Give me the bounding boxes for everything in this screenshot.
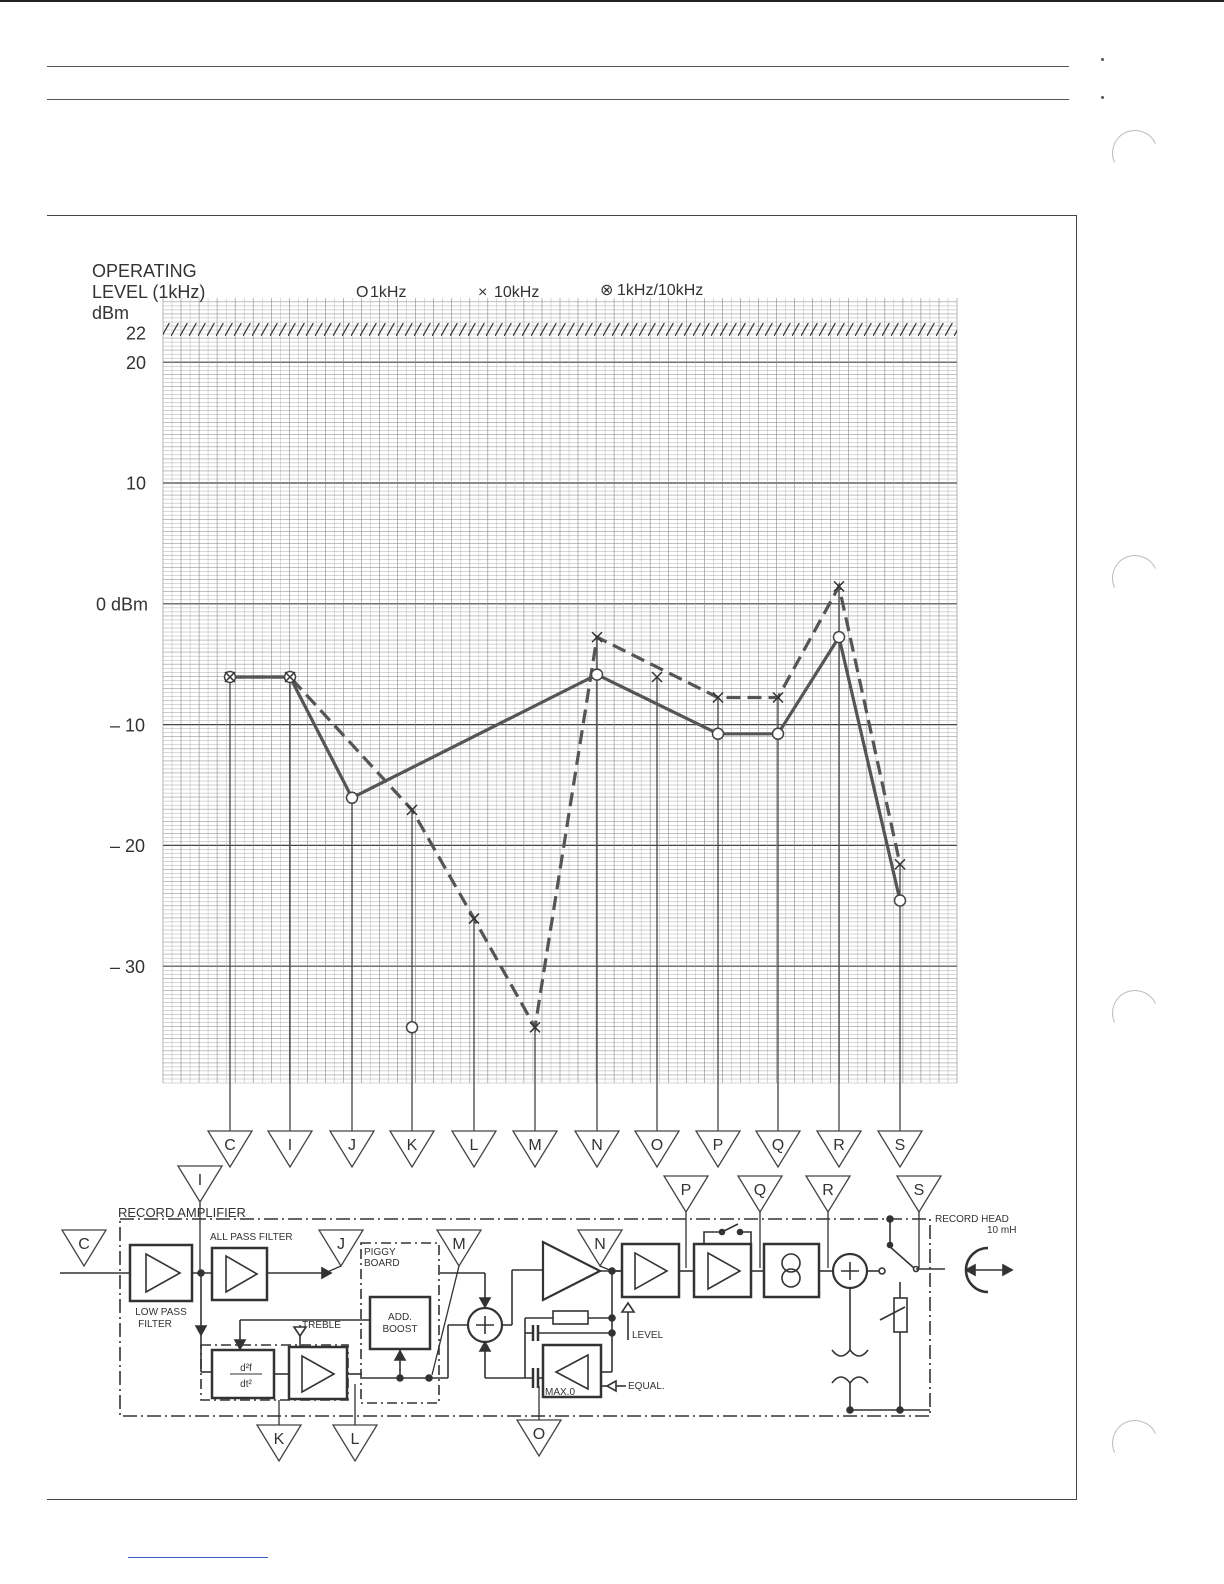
y-tick-label: 20: [126, 352, 147, 373]
legend-combined-label: 1kHz/10kHz: [617, 282, 704, 299]
y-axis-title-line-1: OPERATING: [92, 261, 197, 281]
test-point-O: [635, 1131, 679, 1167]
svg-text:O: O: [650, 1137, 664, 1154]
test-point-S: [897, 1176, 941, 1212]
point-1khz: [895, 895, 906, 906]
piggy-board-label-1: PIGGY: [364, 1247, 396, 1258]
bias-trim-resistor: [894, 1298, 907, 1332]
test-point-R: [817, 1131, 861, 1167]
series-line-10kHz: [230, 586, 900, 1027]
treble-label: TREBLE: [302, 1320, 341, 1331]
test-point-M: [513, 1131, 557, 1167]
test-point-lead: [432, 1266, 459, 1375]
svg-text:I: I: [287, 1137, 293, 1154]
arrow: [1003, 1265, 1012, 1275]
equalizer-amp-symbol: [556, 1355, 588, 1389]
point-1khz: [592, 669, 603, 680]
max-level-hatch: [163, 323, 957, 336]
y-tick-label: – 10: [110, 715, 146, 736]
point-1khz: [713, 728, 724, 739]
legend-10khz-symbol: ×: [478, 284, 488, 301]
y-tick-label: – 30: [110, 956, 146, 977]
all-pass-amp-symbol: [226, 1256, 257, 1292]
test-point-P: [696, 1131, 740, 1167]
feedback-resistor: [553, 1311, 588, 1324]
svg-text:C: C: [224, 1137, 236, 1154]
test-point-O: [517, 1420, 561, 1456]
grid: [163, 298, 957, 1083]
y-tick-label: – 20: [110, 836, 146, 857]
legend-1khz-label: 1kHz: [370, 284, 407, 301]
power-amplifier: [694, 1244, 751, 1297]
svg-text:M: M: [452, 1236, 466, 1253]
add-boost-block: [370, 1297, 430, 1349]
y-tick-label: 22: [126, 323, 147, 344]
test-point-J: [330, 1131, 374, 1167]
test-point-L: [452, 1131, 496, 1167]
level-label: LEVEL: [632, 1330, 664, 1341]
legend-10khz-label: 10kHz: [494, 284, 540, 301]
junction: [887, 1216, 893, 1222]
diagram-labels: [118, 1205, 1016, 1398]
derivative-denominator: dt²: [240, 1379, 252, 1390]
arrow: [480, 1298, 490, 1307]
svg-text:N: N: [594, 1236, 606, 1253]
svg-text:M: M: [528, 1137, 542, 1154]
y-axis-title-line-2: LEVEL (1kHz): [92, 282, 206, 302]
trim-wiper: [880, 1307, 905, 1320]
test-point-L: [333, 1425, 377, 1461]
svg-text:O: O: [532, 1426, 546, 1443]
max0-label: MAX.0: [545, 1387, 576, 1398]
point-1khz: [407, 1022, 418, 1033]
test-point-Q: [738, 1176, 782, 1212]
y-tick-label: 0 dBm: [96, 594, 149, 615]
y-tick-label: 10: [126, 473, 147, 494]
equal-label: EQUAL.: [628, 1381, 665, 1392]
svg-text:J: J: [337, 1236, 345, 1253]
svg-text:K: K: [406, 1137, 418, 1154]
record-amplifier-diagram: [60, 1216, 1012, 1416]
legend-combined-symbol: ⊗: [600, 282, 614, 299]
record-amplifier-title: RECORD AMPLIFIER: [118, 1205, 246, 1220]
record-head-label: RECORD HEAD: [935, 1214, 1009, 1225]
y-axis-title-line-3: dBm: [92, 303, 130, 323]
junction: [397, 1375, 403, 1381]
svg-text:S: S: [913, 1182, 925, 1199]
low-pass-amplifier: [130, 1245, 192, 1301]
arrow: [480, 1342, 490, 1351]
svg-text:J: J: [348, 1137, 356, 1154]
derivative-numerator: d²f: [240, 1363, 252, 1374]
driver-amp-symbol: [635, 1253, 667, 1289]
power-amp-symbol: [708, 1253, 740, 1289]
svg-text:R: R: [822, 1182, 834, 1199]
piggy-board-label-2: BOARD: [364, 1258, 400, 1269]
equal-control-marker: [607, 1381, 616, 1391]
level-control-marker: [622, 1303, 634, 1312]
head-switch: [888, 1245, 914, 1268]
test-point-S: [878, 1131, 922, 1167]
legend: [356, 282, 703, 301]
svg-text:Q: Q: [771, 1137, 785, 1154]
svg-text:I: I: [197, 1172, 203, 1189]
svg-text:L: L: [469, 1137, 479, 1154]
test-point-lead: [325, 1266, 341, 1273]
test-point-I: [178, 1166, 222, 1202]
bias-oscillator-coil: [832, 1377, 868, 1383]
test-point-N: [578, 1230, 622, 1266]
switch-contact: [720, 1230, 725, 1235]
all-pass-filter-block: [212, 1248, 267, 1300]
junction: [426, 1375, 432, 1381]
svg-text:N: N: [591, 1137, 603, 1154]
point-1khz: [773, 728, 784, 739]
test-point-M: [437, 1230, 481, 1266]
svg-text:P: P: [712, 1137, 724, 1154]
low-pass-label-1: LOW PASS: [135, 1307, 187, 1318]
bias-oscillator-coil: [832, 1350, 868, 1356]
svg-text:P: P: [680, 1182, 692, 1199]
record-head-inductance: 10 mH: [987, 1225, 1017, 1236]
all-pass-filter-label: ALL PASS FILTER: [210, 1232, 293, 1243]
treble-amplifier: [289, 1347, 347, 1399]
svg-text:Q: Q: [753, 1182, 767, 1199]
treble-amp-symbol: [302, 1356, 334, 1392]
driver-amplifier: [622, 1244, 679, 1297]
test-point-R: [806, 1176, 850, 1212]
low-pass-amp-symbol: [146, 1254, 180, 1292]
test-point-N: [575, 1131, 619, 1167]
svg-text:C: C: [78, 1236, 90, 1253]
test-point-J: [319, 1230, 363, 1266]
point-1khz: [834, 632, 845, 643]
test-point-K: [257, 1425, 301, 1461]
test-point-Q: [756, 1131, 800, 1167]
test-point-drop-lines: [230, 586, 900, 1131]
arrow: [196, 1326, 206, 1335]
test-point-P: [664, 1176, 708, 1212]
test-point-C: [62, 1230, 106, 1266]
point-1khz: [347, 792, 358, 803]
test-point-K: [390, 1131, 434, 1167]
svg-text:S: S: [894, 1137, 906, 1154]
series: [225, 581, 906, 1032]
svg-text:L: L: [350, 1431, 360, 1448]
add-boost-label-2: BOOST: [382, 1324, 418, 1335]
y-tick-labels: [96, 324, 148, 977]
switch-contact: [879, 1268, 885, 1274]
junction: [847, 1407, 853, 1413]
transformer-block: [764, 1244, 819, 1297]
svg-text:R: R: [833, 1137, 845, 1154]
svg-text:K: K: [273, 1431, 285, 1448]
arrow: [395, 1351, 405, 1360]
low-pass-label-2: FILTER: [138, 1319, 172, 1330]
test-point-markers: [208, 1131, 922, 1167]
test-point-I: [268, 1131, 312, 1167]
switch-contact: [738, 1230, 743, 1235]
legend-1khz-symbol: O: [356, 284, 369, 301]
add-boost-label-1: ADD.: [388, 1312, 412, 1323]
test-point-C: [208, 1131, 252, 1167]
